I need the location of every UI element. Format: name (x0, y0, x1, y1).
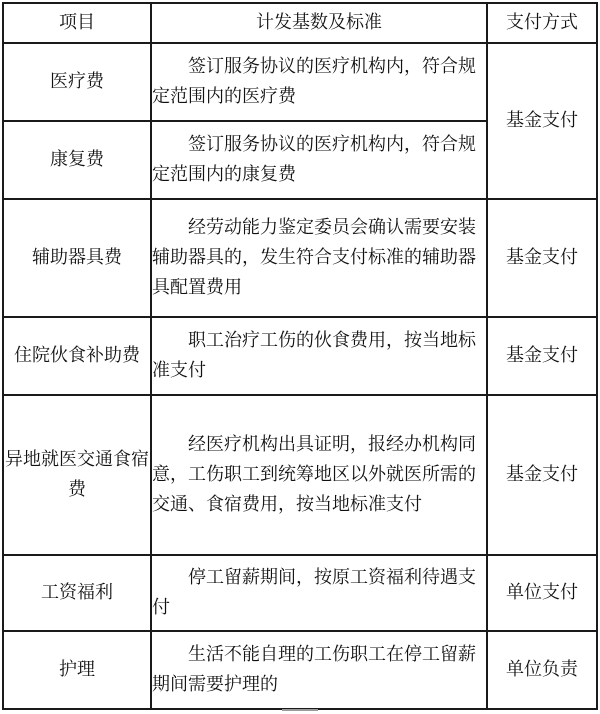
row-payment: 单位支付 (487, 555, 597, 631)
row-payment: 基金支付 (487, 199, 597, 317)
row-item: 异地就医交通食宿费 (3, 395, 151, 555)
row-standard-text: 停工留薪期间，按原工资福利待遇支付 (152, 567, 476, 618)
page-footer-mark (282, 709, 318, 711)
header-standard: 计发基数及标准 (151, 3, 487, 43)
table-row (3, 199, 597, 317)
row-payment: 基金支付 (487, 317, 597, 395)
table-row (3, 43, 597, 121)
row-standard (151, 631, 487, 709)
row-payment: 单位负责 (487, 631, 597, 709)
row-standard-text: 签订服务协议的医疗机构内，符合规定范围内的医疗费 (152, 56, 476, 107)
table-row (3, 631, 597, 709)
row-standard (151, 199, 487, 317)
row-standard (151, 121, 487, 199)
table-row (3, 555, 597, 631)
row-payment: 基金支付 (487, 43, 597, 199)
row-standard-text: 职工治疗工伤的伙食费用，按当地标准支付 (152, 330, 476, 381)
row-standard-text: 经劳动能力鉴定委员会确认需要安装辅助器具的，发生符合支付标准的辅助器具配置费用 (152, 217, 476, 298)
row-standard (151, 555, 487, 631)
table-row (3, 317, 597, 395)
row-payment: 基金支付 (487, 395, 597, 555)
header-payment: 支付方式 (487, 3, 597, 43)
row-standard-text: 签订服务协议的医疗机构内，符合规定范围内的康复费 (152, 134, 476, 185)
row-item: 住院伙食补助费 (3, 317, 151, 395)
row-standard (151, 43, 487, 121)
row-standard-text: 生活不能自理的工伤职工在停工留薪期间需要护理的 (152, 644, 476, 695)
row-standard (151, 395, 487, 555)
row-standard-text: 经医疗机构出具证明，报经办机构同意，工伤职工到统筹地区以外就医所需的交通、食宿费用，按当地标准支付 (152, 434, 476, 515)
row-standard (151, 317, 487, 395)
header-item: 项目 (3, 3, 151, 43)
table-row (3, 395, 597, 555)
row-item: 医疗费 (3, 43, 151, 121)
row-item: 工资福利 (3, 555, 151, 631)
row-item: 康复费 (3, 121, 151, 199)
row-item: 护理 (3, 631, 151, 709)
row-item: 辅助器具费 (3, 199, 151, 317)
header-row (3, 3, 597, 43)
benefits-table (2, 2, 598, 710)
